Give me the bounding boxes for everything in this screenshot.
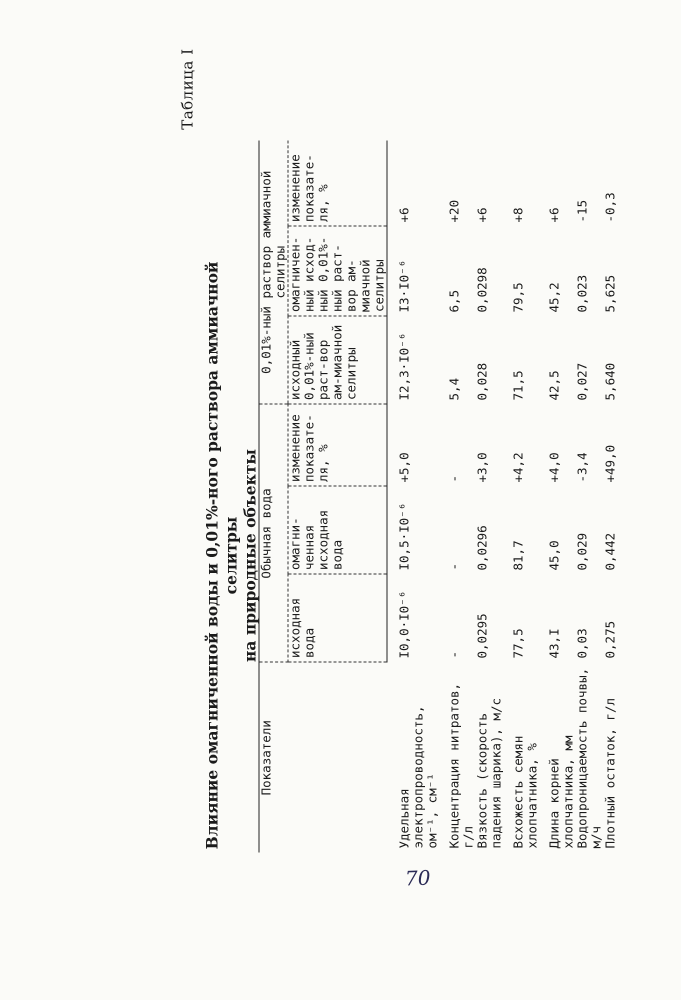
cell: -3,4: [573, 451, 589, 482]
table-row: [387, 140, 439, 852]
table-row: [539, 140, 575, 852]
header-parameter: Показатели: [259, 662, 387, 852]
row-label: Длина корней хлопчатника, мм: [545, 735, 575, 848]
table-row: [503, 140, 539, 852]
row-label: Плотный остаток, г/л: [601, 697, 617, 848]
header-group-nitrate-solution: 0,01%-ный раствор аммиачной селитры: [259, 140, 288, 404]
header-sub-5: омагничен-ный исход-ный 0,01%-ный раст-вор ам-миачной селитры: [288, 226, 387, 316]
row-label: Концентрация нитратов, г/л: [445, 682, 475, 848]
cell: 5,4: [445, 377, 461, 400]
header-sub-2: омагни-ченная исходная вода: [288, 486, 387, 574]
cell: 45,2: [545, 281, 561, 312]
header-sub-4: исходный 0,01%-ный раст-вор ам-миачной селитры: [288, 316, 387, 404]
cell: I0,0·I0⁻⁶: [396, 590, 411, 658]
header-sub-3: изменение показате-ля, %: [288, 404, 387, 486]
header-sub-1: исходная вода: [288, 574, 387, 662]
cell: 0,029: [573, 532, 589, 570]
cell: +6: [545, 206, 561, 222]
cell: -: [445, 650, 461, 658]
cell: +8: [509, 206, 525, 222]
cell: +4,2: [509, 451, 525, 482]
row-label: Всхожесть семян хлопчатника, %: [509, 735, 539, 848]
cell: +49,0: [601, 444, 617, 482]
cell: 42,5: [545, 369, 561, 400]
cell: +6: [473, 206, 489, 222]
row-label: Вязкость (скорость падения шарика), м/с: [473, 697, 503, 848]
cell: 5,625: [601, 274, 617, 312]
cell: -: [445, 562, 461, 570]
cell: 45,0: [545, 539, 561, 570]
header-sub-6: изменение показате-ля, %: [288, 140, 387, 226]
cell: 71,5: [509, 369, 525, 400]
cell: 0,03: [573, 627, 589, 658]
cell: 81,7: [509, 539, 525, 570]
page-number: 70: [404, 865, 431, 891]
cell: +6: [396, 206, 411, 222]
cell: 5,640: [601, 362, 617, 400]
cell: 0,275: [601, 620, 617, 658]
cell: -: [445, 474, 461, 482]
cell: I3·I0⁻⁶: [396, 259, 411, 312]
cell: 6,5: [445, 289, 461, 312]
cell: I0,5·I0⁻⁶: [396, 502, 411, 570]
cell: +20: [445, 199, 461, 222]
table-row: [603, 140, 617, 852]
cell: +4,0: [545, 451, 561, 482]
cell: -15: [573, 199, 589, 222]
cell: I2,3·I0⁻⁶: [396, 332, 411, 400]
cell: 43,I: [545, 627, 561, 658]
title-line-2: на природные объекты: [240, 448, 259, 662]
cell: 0,028: [473, 362, 489, 400]
cell: +5,0: [396, 451, 411, 482]
cell: 77,5: [509, 627, 525, 658]
header-row-groups: [259, 140, 288, 852]
cell: 0,442: [601, 532, 617, 570]
cell: 0,0298: [473, 266, 489, 312]
data-table: [258, 140, 617, 852]
table-row: [439, 140, 475, 852]
row-label: Удельная электропроводность, ом⁻¹, см⁻¹: [395, 705, 439, 848]
table-row: [575, 140, 603, 852]
cell: 0,0296: [473, 524, 489, 570]
title-line-1: Влияние омагниченной воды и 0,01%-ного раствора аммиачной селитры: [202, 261, 240, 849]
table-caption: Таблица I: [178, 48, 196, 130]
row-label: Водопроницаемость почвы, м/ч: [573, 667, 603, 848]
cell: -0,3: [601, 191, 617, 222]
cell: 79,5: [509, 281, 525, 312]
cell: 0,0295: [473, 612, 489, 658]
cell: +3,0: [473, 451, 489, 482]
header-group-ordinary-water: Обычная вода: [259, 404, 288, 662]
cell: 0,027: [573, 362, 589, 400]
cell: 0,023: [573, 274, 589, 312]
table-title: [202, 220, 259, 890]
table-row: [475, 140, 503, 852]
